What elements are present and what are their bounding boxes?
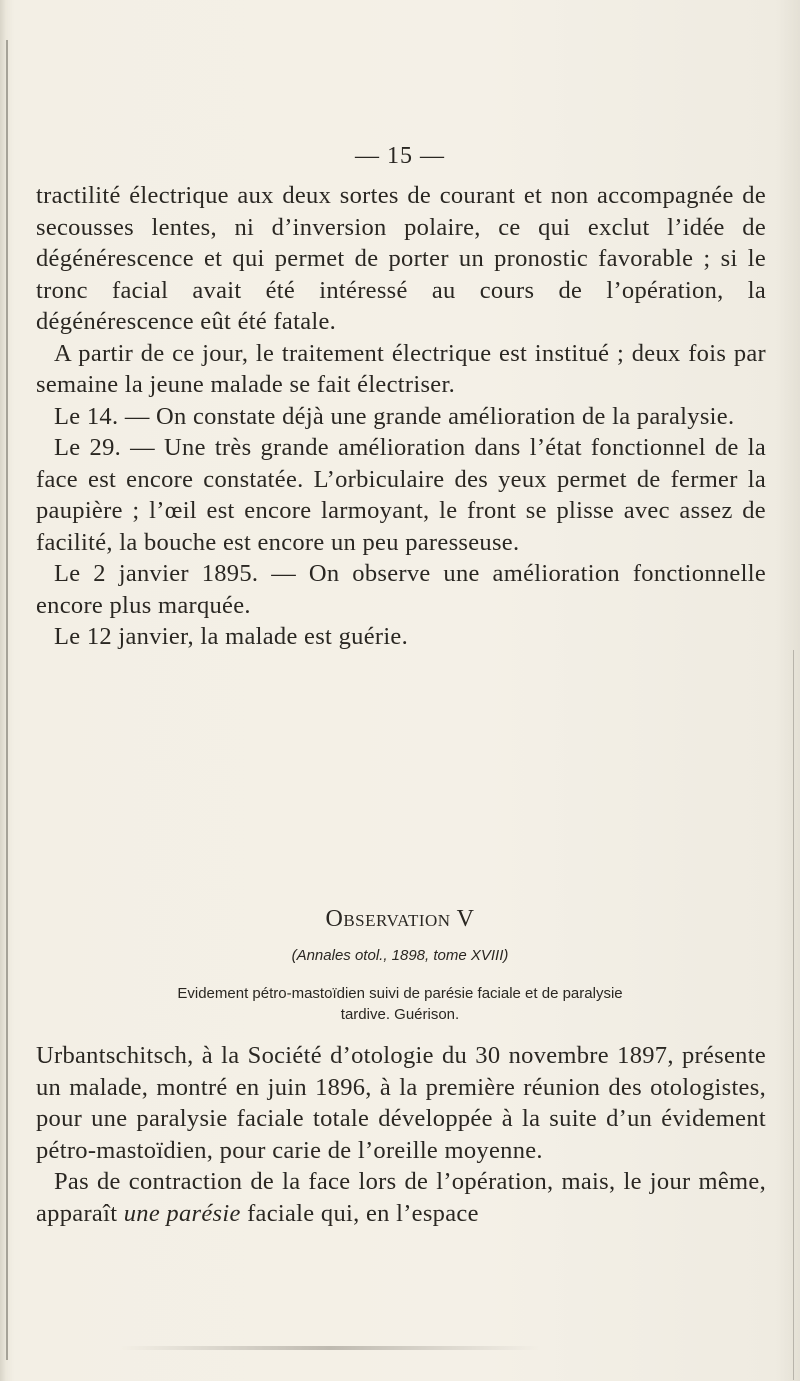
summary-line: Evidement pétro-mastoïdien suivi de parésie faciale et de paralysie bbox=[177, 985, 623, 1002]
italic-term: une parésie bbox=[123, 1199, 241, 1227]
page-right-edge bbox=[793, 650, 794, 1380]
page-shadow bbox=[120, 1346, 540, 1350]
observation-heading: Observation V bbox=[325, 906, 475, 932]
paragraph bbox=[36, 1166, 766, 1229]
paragraph-text: Pas de contraction de la face lors de l’opération, mais, le jour même, apparaît bbox=[36, 1168, 766, 1227]
paragraph-text: faciale qui, en l’espace bbox=[240, 1199, 479, 1227]
paragraph: Le 29. — Une très grande amélioration dans l’état fonctionnel de la face est encore constatée. L’orbiculaire des yeux permet de fermer la paupière ; l’œil est encore larmoyant, le front se plisse avec assez de facilité, la bouche est encore un peu paresseuse. bbox=[36, 434, 766, 556]
observation-summary bbox=[90, 983, 710, 1025]
text-block-top bbox=[36, 180, 766, 653]
text-block-bottom bbox=[36, 1040, 766, 1229]
paragraph: Urbantschitsch, à la Société d’otologie du 30 novembre 1897, présente un malade, montré en juin 1896, à la première réunion des otologistes, pour une paralysie faciale totale développée à la suite d’un évidement pétro-mastoïdien, pour carie de l’oreille moyenne. bbox=[36, 1042, 766, 1164]
paragraph: Le 12 janvier, la malade est guérie. bbox=[54, 623, 409, 650]
source-text: (Annales otol., 1898, tome XVIII) bbox=[291, 947, 509, 964]
paragraph: tractilité électrique aux deux sortes de courant et non accompagnée de secousses lentes, ni d’inversion polaire, ce qui exclut l’idée de dégénérescence et qui permet de porter un pronostic favorable ; si le tronc facial avait été intéressé au cours de l’opération, la dégénérescence eût été fatale. bbox=[36, 182, 766, 335]
paragraph: A partir de ce jour, le traitement électrique est institué ; deux fois par semaine la jeune malade se fait électriser. bbox=[36, 339, 766, 398]
paragraph: Le 2 janvier 1895. — On observe une amélioration fonctionnelle encore plus marquée. bbox=[36, 560, 766, 619]
observation-source bbox=[0, 947, 800, 964]
summary-line: tardive. Guérison. bbox=[340, 1006, 460, 1023]
paragraph: Le 14. — On constate déjà une grande amélioration de la paralysie. bbox=[54, 402, 735, 430]
page-left-edge bbox=[6, 40, 8, 1360]
page-number: — 15 — bbox=[355, 143, 445, 169]
